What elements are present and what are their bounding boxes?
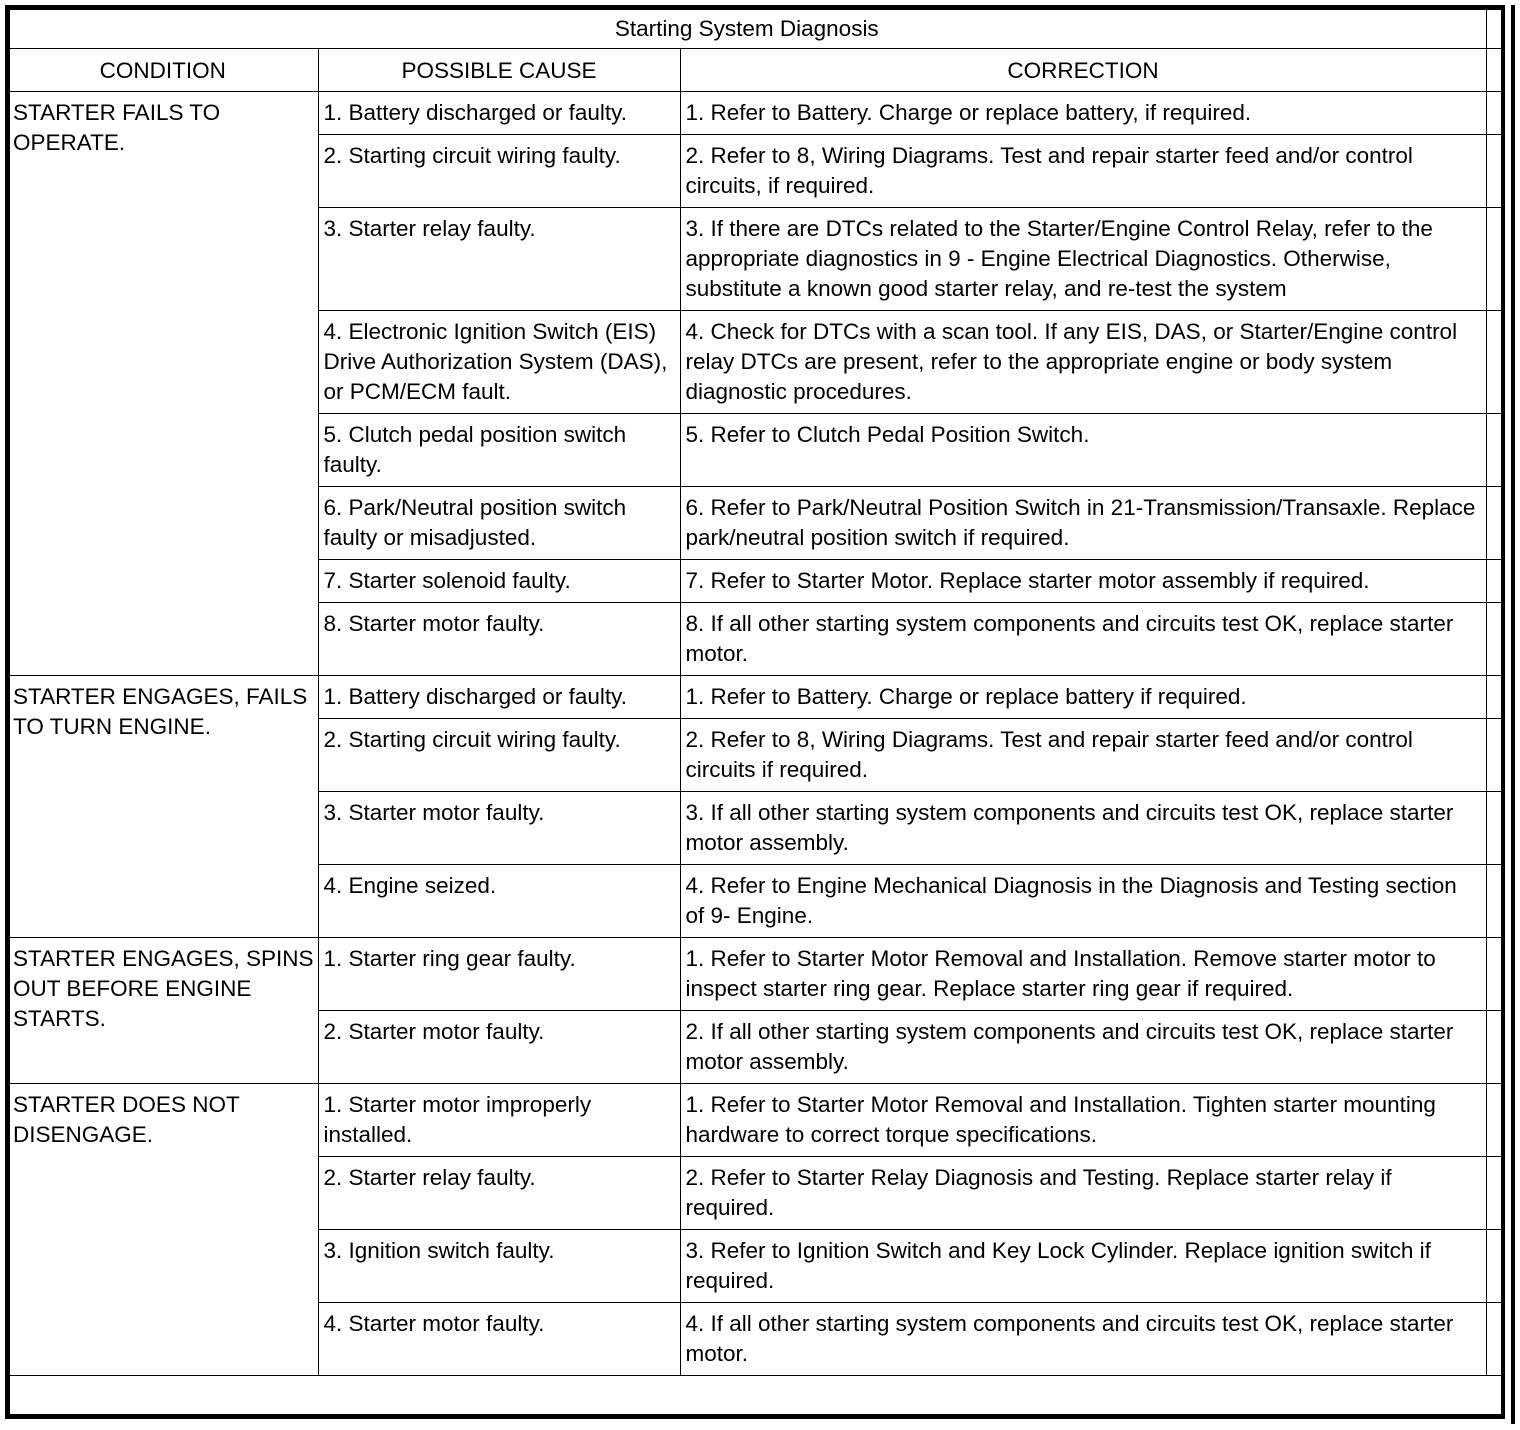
condition-cell: STARTER DOES NOT DISENGAGE.: [8, 1084, 318, 1376]
table-row: [8, 676, 1504, 719]
correction-cell: 4. Refer to Engine Mechanical Diagnosis in the Diagnosis and Testing section of 9- Engine.: [680, 865, 1486, 938]
correction-cell: 1. Refer to Battery. Charge or replace battery, if required.: [680, 92, 1486, 135]
correction-cell: 8. If all other starting system components and circuits test OK, replace starter motor.: [680, 603, 1486, 676]
possible-cause-cell: 2. Starter motor faulty.: [318, 1011, 680, 1084]
spacer-cell: [1486, 92, 1504, 135]
table-row: [8, 92, 1504, 135]
correction-cell: 3. Refer to Ignition Switch and Key Lock Cylinder. Replace ignition switch if required.: [680, 1230, 1486, 1303]
possible-cause-cell: 1. Battery discharged or faulty.: [318, 676, 680, 719]
spacer-cell: [1486, 560, 1504, 603]
header-row: [8, 49, 1504, 92]
condition-cell: STARTER FAILS TO OPERATE.: [8, 92, 318, 676]
spacer-cell: [1486, 865, 1504, 938]
correction-cell: 4. If all other starting system components and circuits test OK, replace starter motor.: [680, 1303, 1486, 1376]
spacer-cell: [1486, 414, 1504, 487]
spacer-cell: [1486, 719, 1504, 792]
possible-cause-cell: 1. Starter ring gear faulty.: [318, 938, 680, 1011]
possible-cause-cell: 3. Ignition switch faulty.: [318, 1230, 680, 1303]
correction-cell: 1. Refer to Battery. Charge or replace battery if required.: [680, 676, 1486, 719]
spacer-cell: [1486, 311, 1504, 414]
possible-cause-cell: 3. Starter relay faulty.: [318, 208, 680, 311]
possible-cause-cell: 5. Clutch pedal position switch faulty.: [318, 414, 680, 487]
header-possible-cause: POSSIBLE CAUSE: [318, 49, 680, 92]
spacer-cell: [1486, 676, 1504, 719]
possible-cause-cell: 2. Starting circuit wiring faulty.: [318, 135, 680, 208]
spacer-cell: [1486, 1011, 1504, 1084]
correction-cell: 3. If all other starting system components and circuits test OK, replace starter motor assembly.: [680, 792, 1486, 865]
correction-cell: 2. Refer to 8, Wiring Diagrams. Test and repair starter feed and/or control circuits, if required.: [680, 135, 1486, 208]
outer-border-rule: [1511, 5, 1515, 1424]
correction-cell: 4. Check for DTCs with a scan tool. If any EIS, DAS, or Starter/Engine control relay DTCs are present, refer to the appropriate engine or body system diagnostic procedures.: [680, 311, 1486, 414]
possible-cause-cell: 4. Starter motor faulty.: [318, 1303, 680, 1376]
spacer-cell: [1486, 208, 1504, 311]
header-condition: CONDITION: [8, 49, 318, 92]
spacer-cell: [1486, 1157, 1504, 1230]
possible-cause-cell: 7. Starter solenoid faulty.: [318, 560, 680, 603]
correction-cell: 6. Refer to Park/Neutral Position Switch in 21-Transmission/Transaxle. Replace park/neutral position switch if required.: [680, 487, 1486, 560]
spacer-cell: [1486, 603, 1504, 676]
correction-cell: 5. Refer to Clutch Pedal Position Switch.: [680, 414, 1486, 487]
spacer-cell: [1486, 9, 1504, 49]
spacer-cell: [1486, 135, 1504, 208]
correction-cell: 1. Refer to Starter Motor Removal and Installation. Remove starter motor to inspect starter ring gear. Replace starter ring gear if required.: [680, 938, 1486, 1011]
spacer-cell: [1486, 938, 1504, 1011]
spacer-cell: [1486, 1230, 1504, 1303]
possible-cause-cell: 4. Electronic Ignition Switch (EIS) Drive Authorization System (DAS), or PCM/ECM fault.: [318, 311, 680, 414]
table-title: Starting System Diagnosis: [8, 9, 1486, 49]
spacer-cell: [1486, 1303, 1504, 1376]
possible-cause-cell: 2. Starter relay faulty.: [318, 1157, 680, 1230]
table-row: [8, 1084, 1504, 1157]
possible-cause-cell: 1. Battery discharged or faulty.: [318, 92, 680, 135]
possible-cause-cell: 6. Park/Neutral position switch faulty or misadjusted.: [318, 487, 680, 560]
diagnosis-table: [8, 8, 1505, 1376]
spacer-cell: [1486, 792, 1504, 865]
correction-cell: 1. Refer to Starter Motor Removal and Installation. Tighten starter mounting hardware to correct torque specifications.: [680, 1084, 1486, 1157]
correction-cell: 2. Refer to 8, Wiring Diagrams. Test and repair starter feed and/or control circuits if required.: [680, 719, 1486, 792]
spacer-cell: [1486, 1084, 1504, 1157]
possible-cause-cell: 4. Engine seized.: [318, 865, 680, 938]
possible-cause-cell: 2. Starting circuit wiring faulty.: [318, 719, 680, 792]
correction-cell: 3. If there are DTCs related to the Starter/Engine Control Relay, refer to the appropriate diagnostics in 9 - Engine Electrical Diagnostics. Otherwise, substitute a known good starter relay, and re-test the system: [680, 208, 1486, 311]
possible-cause-cell: 8. Starter motor faulty.: [318, 603, 680, 676]
possible-cause-cell: 1. Starter motor improperly installed.: [318, 1084, 680, 1157]
correction-cell: 2. Refer to Starter Relay Diagnosis and Testing. Replace starter relay if required.: [680, 1157, 1486, 1230]
correction-cell: 7. Refer to Starter Motor. Replace starter motor assembly if required.: [680, 560, 1486, 603]
possible-cause-cell: 3. Starter motor faulty.: [318, 792, 680, 865]
condition-cell: STARTER ENGAGES, SPINS OUT BEFORE ENGINE STARTS.: [8, 938, 318, 1084]
correction-cell: 2. If all other starting system components and circuits test OK, replace starter motor assembly.: [680, 1011, 1486, 1084]
table-row: [8, 938, 1504, 1011]
spacer-cell: [1486, 487, 1504, 560]
header-correction: CORRECTION: [680, 49, 1486, 92]
spacer-cell: [1486, 49, 1504, 92]
title-row: [8, 9, 1504, 49]
condition-cell: STARTER ENGAGES, FAILS TO TURN ENGINE.: [8, 676, 318, 938]
